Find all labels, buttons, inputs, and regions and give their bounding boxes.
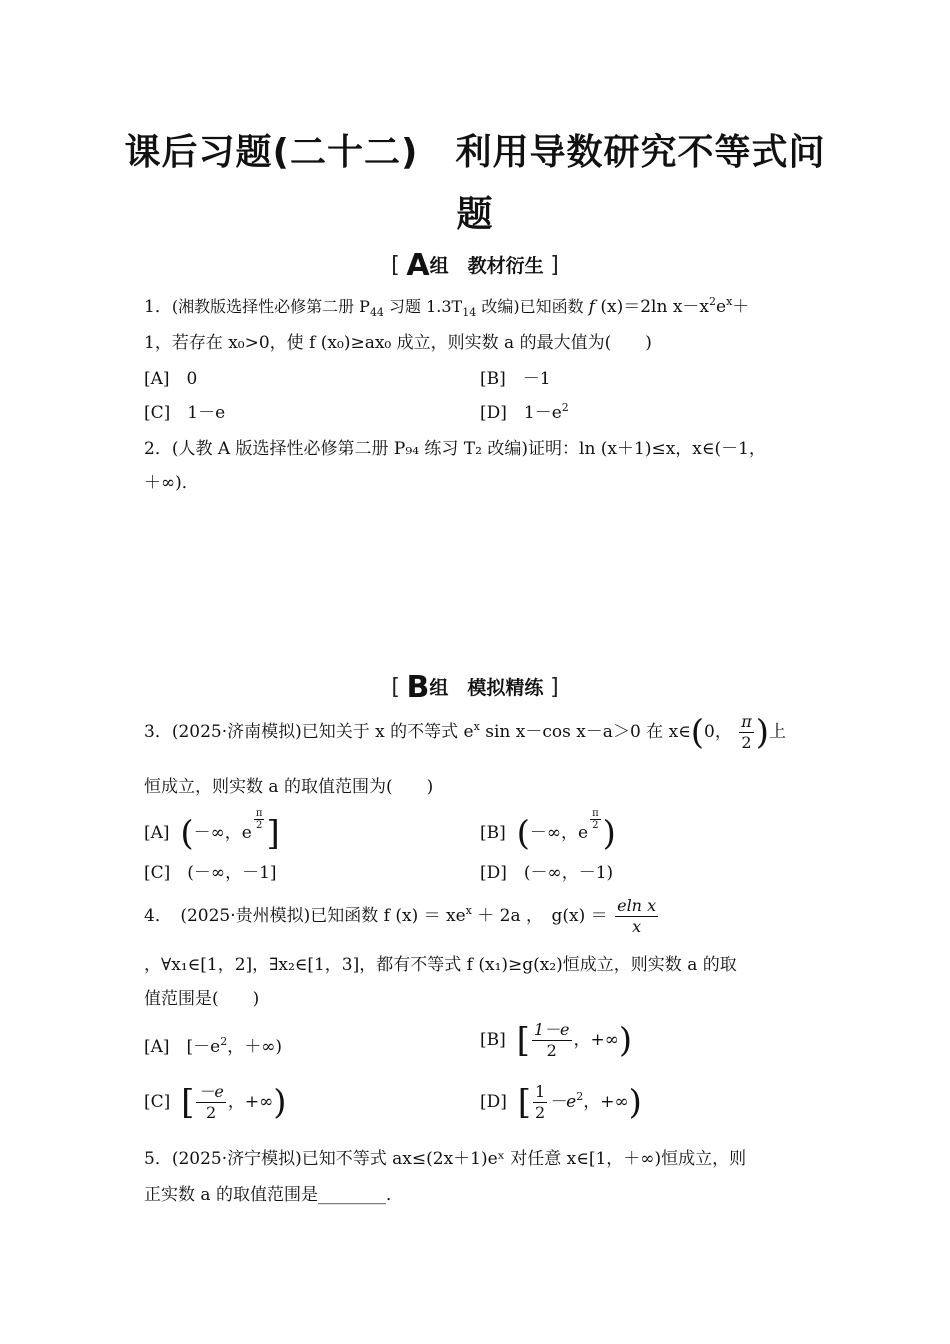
page-title: 课后习题(二十二) 利用导数研究不等式问 [124,132,826,173]
q1-option-a: [A] 0 [144,369,198,389]
group-letter: A [406,248,430,283]
q3-option-d: [D] (－∞，－1) [480,863,614,883]
question-1-line-2: 1，若存在 x₀>0，使 f (x₀)≥ax₀ 成立，则实数 a 的最大值为( ) [144,333,652,353]
q4-option-b: [B] [ $\frac{1-e}{2}$ ，+∞) [480,1020,633,1061]
q1-option-c: [C] 1－e [144,403,226,423]
question-4-line-1: 4． (2025·贵州模拟)已知函数 f $(x) = xe^x + 2a$ ， g(x) ＝ $\frac{\text{eln x}}{x}$ [144,896,657,936]
q3-option-c: [C] (－∞，－1] [144,863,277,883]
question-2-line-2: ＋∞)． [144,473,199,493]
q4-option-a: [A] [$-e^2$，＋∞) [144,1035,283,1057]
page-title-continued: 题 [456,194,494,235]
group-a-header: [ A组 教材衍生 ] [391,248,559,283]
question-5-line-2: 正实数 a 的取值范围是________． [144,1185,403,1205]
q3-option-a: [A] (－∞，e $^{\frac{\pi}{2}}$ ] [144,808,280,854]
q1-option-d: [D] $1-e^2$ [480,401,569,423]
question-1-line-1: 1．(湘教版选择性必修第二册 $P_{44}$ 习题 $1.3T_{14}$ 改编)已知函数 f (x)＝2ln $x-x^2e^x+$ [144,295,750,319]
question-4-line-3: 值范围是( ) [144,989,260,1009]
group-letter: B [406,670,430,705]
group-b-header: [ B组 模拟精练 ] [391,670,559,705]
question-5-line-1: 5．(2025·济宁模拟)已知不等式 ax≤(2x＋1)eˣ 对任意 x∈[1，＋∞)恒成立，则 [144,1149,747,1169]
question-2-line-1: 2．(人教 A 版选择性必修第二册 P₉₄ 练习 T₂ 改编)证明：ln (x＋1)≤x，x∈(－1， [144,439,766,459]
question-4-line-2: ，∀x₁∈[1，2]，∃x₂∈[1，3]，都有不等式 f (x₁)≥g(x₂)恒成立，则实数 a 的取 [144,955,737,975]
q4-option-c: [C] [ $\frac{-e}{2}$ ，+∞) [144,1082,287,1123]
question-3-line-1: 3．(2025·济南模拟)已知关于 x 的不等式 $e^x$ sin x－cos x－a＞0 在 x∈(0， $\frac{\pi}{2}$ )上 [144,712,787,753]
q1-option-b: [B] －1 [480,369,551,389]
q4-option-d: [D] [ $\frac{1}{2}$ $-e^2$，+∞) [480,1082,642,1123]
q3-option-b: [B] (－∞，e $^{\frac{\pi}{2}}$ ) [480,808,616,854]
question-3-line-2: 恒成立，则实数 a 的取值范围为( ) [144,777,434,797]
